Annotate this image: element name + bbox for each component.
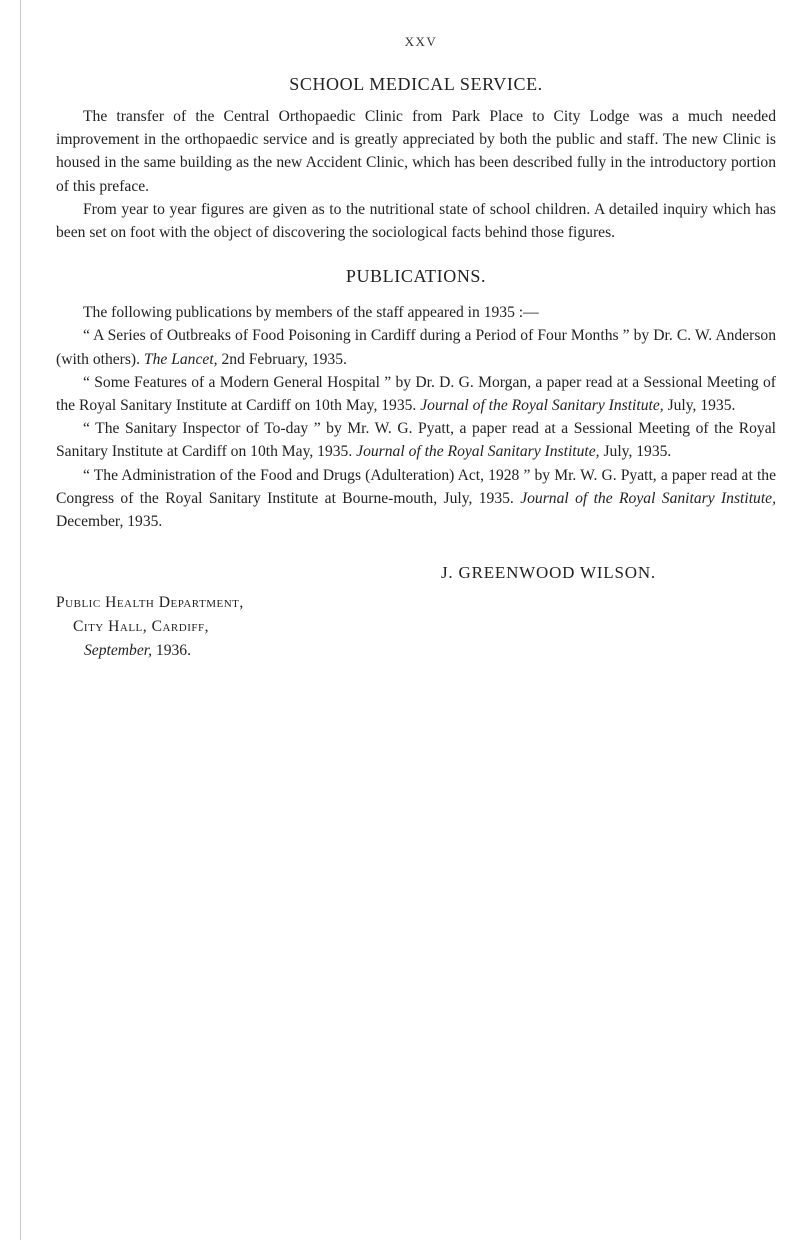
publication-date: December, 1935. (56, 513, 163, 531)
publication-text: “ The Administration of the Food and Drugs (Adulteration) Act, 1928 ” by Mr. W. G. Pyatt, a paper read at the Congress of the Royal Sanitary Institute at Bourne-mouth, July, 1935. (56, 466, 776, 507)
signature: J. GREENWOOD WILSON. (441, 563, 656, 583)
paragraph-nutritional-state: From year to year figures are given as to the nutritional state of school children. A detailed inquiry which has been set on foot with the object of discovering the sociological facts behind those figures. (56, 200, 776, 242)
address-line-department: Public Health Department, (56, 594, 244, 612)
publication-text: “ A Series of Outbreaks of Food Poisoning in Cardiff during a Period of Four Months ” by Dr. C. W. Anderson (with others). (56, 327, 776, 368)
address-month: September, (84, 642, 152, 660)
paragraph-orthopaedic-clinic: The transfer of the Central Orthopaedic Clinic from Park Place to City Lodge was a much needed improvement in the orthopaedic service and is greatly appreciated by both the public and staff. The new Clinic is housed in the same building as the new Accident Clinic, which has been described fully in the introductory portion of this preface. (56, 108, 776, 195)
page-binding-edge (20, 0, 21, 1240)
publication-text: “ Some Features of a Modern General Hospital ” by Dr. D. G. Morgan, a paper read at a Sessional Meeting of the Royal Sanitary Institute at Cardiff on 10th May, 1935. (56, 373, 776, 415)
publication-date: July, 1935. (603, 443, 672, 461)
publication-date: July, 1935. (667, 397, 736, 415)
signature-block (56, 563, 776, 673)
section-heading-publications: PUBLICATIONS. (345, 266, 487, 287)
publication-item (56, 324, 776, 370)
publication-journal: The Lancet, (143, 350, 218, 368)
publication-journal: Journal of the Royal Sanitary Institute, (520, 489, 776, 507)
address-block (56, 591, 244, 663)
publication-journal: Journal of the Royal Sanitary Institute, (356, 443, 600, 461)
publications-intro: The following publications by members of the staff appeared in 1935 :— (83, 304, 539, 322)
publication-item (56, 371, 776, 417)
publication-date: 2nd February, 1935. (221, 350, 347, 368)
address-year: 1936. (155, 642, 191, 660)
publication-item (56, 417, 776, 463)
page-number: XXV (404, 34, 438, 49)
publication-text: “ The Sanitary Inspector of To-day ” by Mr. W. G. Pyatt, a paper read at a Sessional Meeting of the Royal Sanitary Institute at Cardiff on 10th May, 1935. (56, 420, 776, 461)
publication-item (56, 464, 776, 534)
document-page (56, 34, 776, 673)
section-heading-school-medical-service: SCHOOL MEDICAL SERVICE. (289, 74, 543, 94)
address-line-city-hall: City Hall, Cardiff, (73, 618, 209, 636)
address-line-date (56, 639, 244, 663)
publication-journal: Journal of the Royal Sanitary Institute, (420, 397, 664, 415)
